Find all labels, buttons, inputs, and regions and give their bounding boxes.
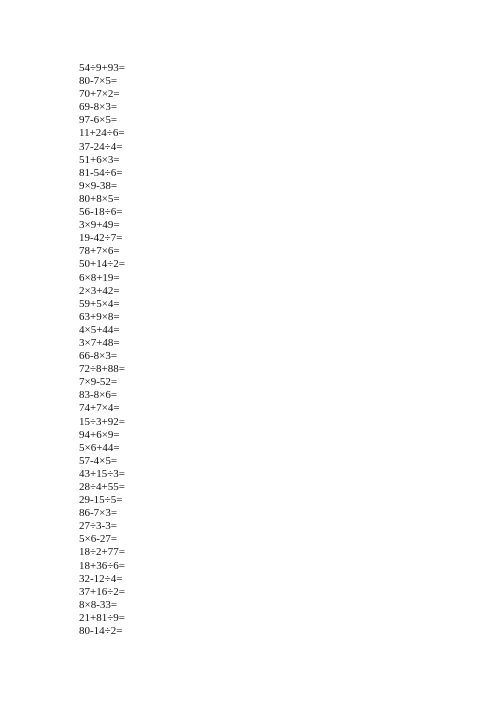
problem-item: 50+14÷2= bbox=[79, 258, 125, 271]
problem-item: 5×6+44= bbox=[79, 441, 120, 454]
problem-item: 21+81÷9= bbox=[79, 611, 125, 624]
problem-item: 69-8×3= bbox=[79, 101, 118, 114]
problem-item: 19-42÷7= bbox=[79, 232, 123, 245]
problem-item: 5×6-27= bbox=[79, 533, 118, 546]
problem-item: 28÷4+55= bbox=[79, 481, 125, 493]
problem-item: 6×8+19= bbox=[79, 271, 120, 284]
problem-item: 54÷9+93= bbox=[79, 62, 125, 74]
problem-item: 74+7×4= bbox=[79, 402, 120, 415]
problem-item: 94+6×9= bbox=[79, 428, 120, 441]
problem-item: 2×3+42= bbox=[79, 284, 120, 297]
problem-item: 83-8×6= bbox=[79, 389, 118, 402]
problem-item: 18÷2+77= bbox=[79, 546, 125, 559]
problem-item: 32-12÷4= bbox=[79, 572, 123, 585]
problem-item: 37-24÷4= bbox=[79, 140, 123, 153]
problem-list bbox=[79, 62, 125, 638]
problem-item: 72÷8+88= bbox=[79, 363, 125, 376]
problem-item: 8×8-33= bbox=[79, 598, 118, 611]
problem-item: 3×9+49= bbox=[79, 219, 120, 232]
problem-item: 81-54÷6= bbox=[79, 166, 123, 179]
problem-item: 78+7×6= bbox=[79, 245, 120, 258]
problem-item: 80-7×5= bbox=[79, 75, 118, 88]
problem-item: 18+36÷6= bbox=[79, 559, 125, 572]
problem-item: 63+9×8= bbox=[79, 310, 120, 323]
problem-item: 43+15÷3= bbox=[79, 467, 125, 480]
problem-item: 59+5×4= bbox=[79, 297, 120, 310]
problem-item: 37+16÷2= bbox=[79, 585, 125, 598]
problem-item: 27÷3-3= bbox=[79, 520, 117, 533]
problem-item: 15÷3+92= bbox=[79, 415, 125, 428]
problem-item: 70+7×2= bbox=[79, 88, 120, 101]
problem-item: 80+8×5= bbox=[79, 192, 120, 205]
problem-item: 66-8×3= bbox=[79, 350, 118, 363]
problem-item: 4×5+44= bbox=[79, 323, 120, 336]
problem-item: 3×7+48= bbox=[79, 336, 120, 349]
problem-item: 97-6×5= bbox=[79, 114, 118, 127]
problem-item: 11+24÷6= bbox=[79, 127, 125, 140]
problem-item: 86-7×3= bbox=[79, 507, 118, 520]
problem-item: 51+6×3= bbox=[79, 153, 120, 166]
problem-item: 7×9-52= bbox=[79, 376, 118, 389]
problem-item: 56-18÷6= bbox=[79, 206, 123, 219]
problem-item: 57-4×5= bbox=[79, 454, 118, 467]
problem-item: 9×9-38= bbox=[79, 179, 118, 192]
problem-item: 80-14÷2= bbox=[79, 625, 123, 638]
problem-item: 29-15÷5= bbox=[79, 494, 123, 507]
